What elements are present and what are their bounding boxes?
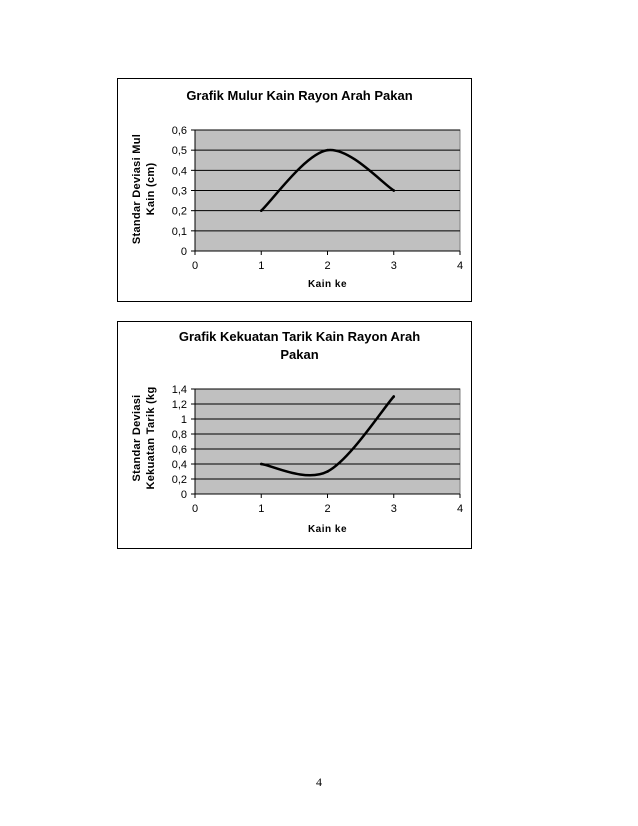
y-tick-label: 0,2	[171, 205, 187, 218]
y-tick-label: 0	[180, 489, 187, 501]
x-tick-label: 0	[191, 260, 199, 272]
chart-svg	[118, 79, 473, 303]
y-tick-label: 0,6	[171, 125, 187, 137]
x-tick-label: 2	[324, 260, 331, 272]
x-tick-label: 0	[191, 503, 199, 515]
x-tick-label: 3	[390, 260, 397, 272]
y-tick-label: 0,4	[171, 165, 187, 178]
y-tick-label: 1,2	[171, 399, 187, 411]
y-tick-label: 0,2	[171, 474, 187, 486]
y-axis-label: Standar Deviasi Mul Kain (cm)	[131, 133, 157, 245]
data-point	[326, 149, 329, 152]
y-tick-label: 0,5	[171, 145, 187, 158]
y-tick-label: 1	[180, 414, 187, 426]
y-axis-label: Standar Deviasi Kekuatan Tarik (kg	[131, 386, 157, 490]
y-tick-label: 0,6	[171, 444, 187, 456]
y-tick-label: 0,3	[171, 185, 187, 198]
chart-kekuatan-tarik	[117, 321, 472, 549]
page-number: 4	[316, 775, 322, 789]
data-point	[392, 395, 395, 398]
y-tick-label: 0,8	[171, 429, 187, 441]
x-tick-label: 3	[390, 503, 397, 515]
data-point	[326, 470, 329, 473]
y-tick-label: 0,4	[171, 459, 187, 471]
x-tick-label: 4	[456, 260, 464, 272]
data-point	[260, 463, 263, 466]
chart-svg	[118, 322, 473, 550]
x-tick-label: 4	[456, 503, 464, 515]
chart-title: Grafik Mulur Kain Rayon Arah Pakan	[186, 88, 413, 103]
data-point	[392, 189, 395, 192]
y-tick-label: 1,4	[171, 384, 187, 396]
data-point	[260, 209, 263, 212]
x-tick-label: 2	[324, 503, 331, 515]
chart-mulur-kain	[117, 78, 472, 302]
y-tick-label: 0	[180, 246, 187, 258]
chart-title: Grafik Kekuatan Tarik Kain Rayon Arah Pakan	[178, 329, 421, 362]
x-axis-label: Kain ke	[307, 524, 348, 535]
y-tick-label: 0,1	[171, 225, 187, 238]
x-tick-label: 1	[258, 503, 265, 515]
plot-area	[195, 389, 460, 494]
x-axis-label: Kain ke	[307, 279, 348, 290]
x-tick-label: 1	[258, 260, 265, 272]
